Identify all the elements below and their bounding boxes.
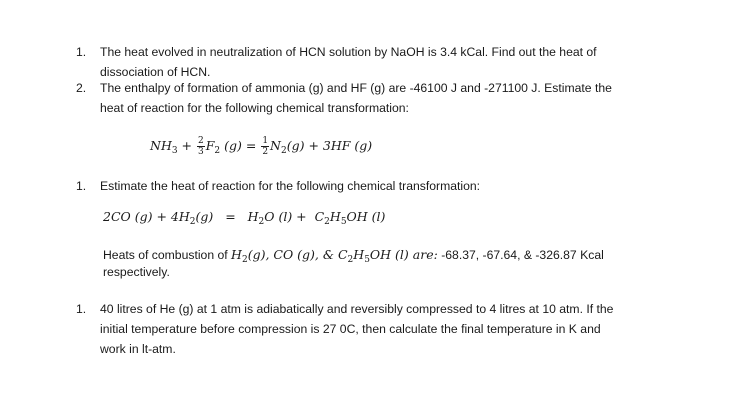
question-line: 40 litres of He (g) at 1 atm is adiabatically and reversibly compressed to 4 litres at 10 atm. If the: [100, 302, 614, 316]
fraction-two-thirds: [197, 136, 205, 157]
eq-subscript: 5: [364, 255, 370, 265]
eq-operator: +: [177, 138, 196, 153]
question-line: The heat evolved in neutralization of HCN solution by NaOH is 3.4 kCal. Find out the heat of: [100, 45, 597, 59]
eq-term: H: [353, 247, 365, 262]
eq-subscript: 2: [280, 146, 287, 156]
eq-term: (g) =: [220, 138, 261, 153]
heats-line-2: respectively.: [103, 265, 170, 279]
eq-subscript: 2: [214, 146, 221, 156]
eq-term: (g), CO (g), & C: [247, 247, 348, 262]
eq-term: H: [231, 247, 242, 262]
question-line: work in lt-atm.: [100, 342, 176, 356]
fraction-denominator: 3: [198, 147, 204, 157]
eq-subscript: 2: [258, 217, 265, 227]
eq-term: (g) + 3HF (g): [286, 138, 373, 153]
question-number: 2.: [76, 81, 87, 95]
eq-term: OH (l): [346, 209, 386, 224]
eq-term: (g) = H: [195, 209, 259, 224]
question-line: heat of reaction for the following chemical transformation:: [100, 101, 409, 115]
eq-term: 2CO (g) + 4H: [103, 209, 190, 224]
question-line: dissociation of HCN.: [100, 65, 211, 79]
eq-term: NH: [150, 138, 172, 153]
fraction-one-half: [261, 136, 269, 157]
eq-subscript: 3: [171, 146, 178, 156]
question-number: 1.: [76, 45, 87, 59]
question-4: [76, 299, 696, 359]
equation-ethanol-formation: [103, 209, 385, 227]
heats-label: Heats of combustion of: [103, 248, 232, 262]
eq-term: F: [205, 138, 215, 153]
heats-of-combustion: [103, 245, 604, 270]
question-line: Estimate the heat of reaction for the following chemical transformation:: [100, 179, 481, 193]
heats-species: [231, 247, 438, 265]
eq-term: OH (l) are:: [369, 247, 438, 262]
fraction-numerator: 1: [262, 136, 269, 146]
eq-term: H: [329, 209, 341, 224]
eq-term: O (l) + C: [264, 209, 325, 224]
question-2: [76, 78, 696, 118]
question-number: 1.: [76, 179, 87, 193]
eq-subscript: 2: [347, 255, 354, 265]
question-1: [76, 42, 696, 82]
question-line: initial temperature before compression is 27 0C, then calculate the final temperature in K and: [100, 322, 601, 336]
equation-ammonia-fluorine: [150, 136, 372, 157]
eq-subscript: 2: [189, 217, 196, 227]
eq-term: N: [270, 138, 281, 153]
fraction-denominator: 2: [262, 147, 269, 157]
eq-subscript: 2: [324, 217, 330, 227]
eq-subscript: 2: [241, 255, 248, 265]
fraction-numerator: 2: [198, 136, 204, 146]
question-line: The enthalpy of formation of ammonia (g) and HF (g) are -46100 J and -271100 J. Estimate the: [100, 81, 612, 95]
heats-values: -68.37, -67.64, & -326.87 Kcal: [437, 248, 604, 262]
question-number: 1.: [76, 302, 87, 316]
question-3: [76, 176, 696, 196]
eq-subscript: 5: [340, 217, 347, 227]
